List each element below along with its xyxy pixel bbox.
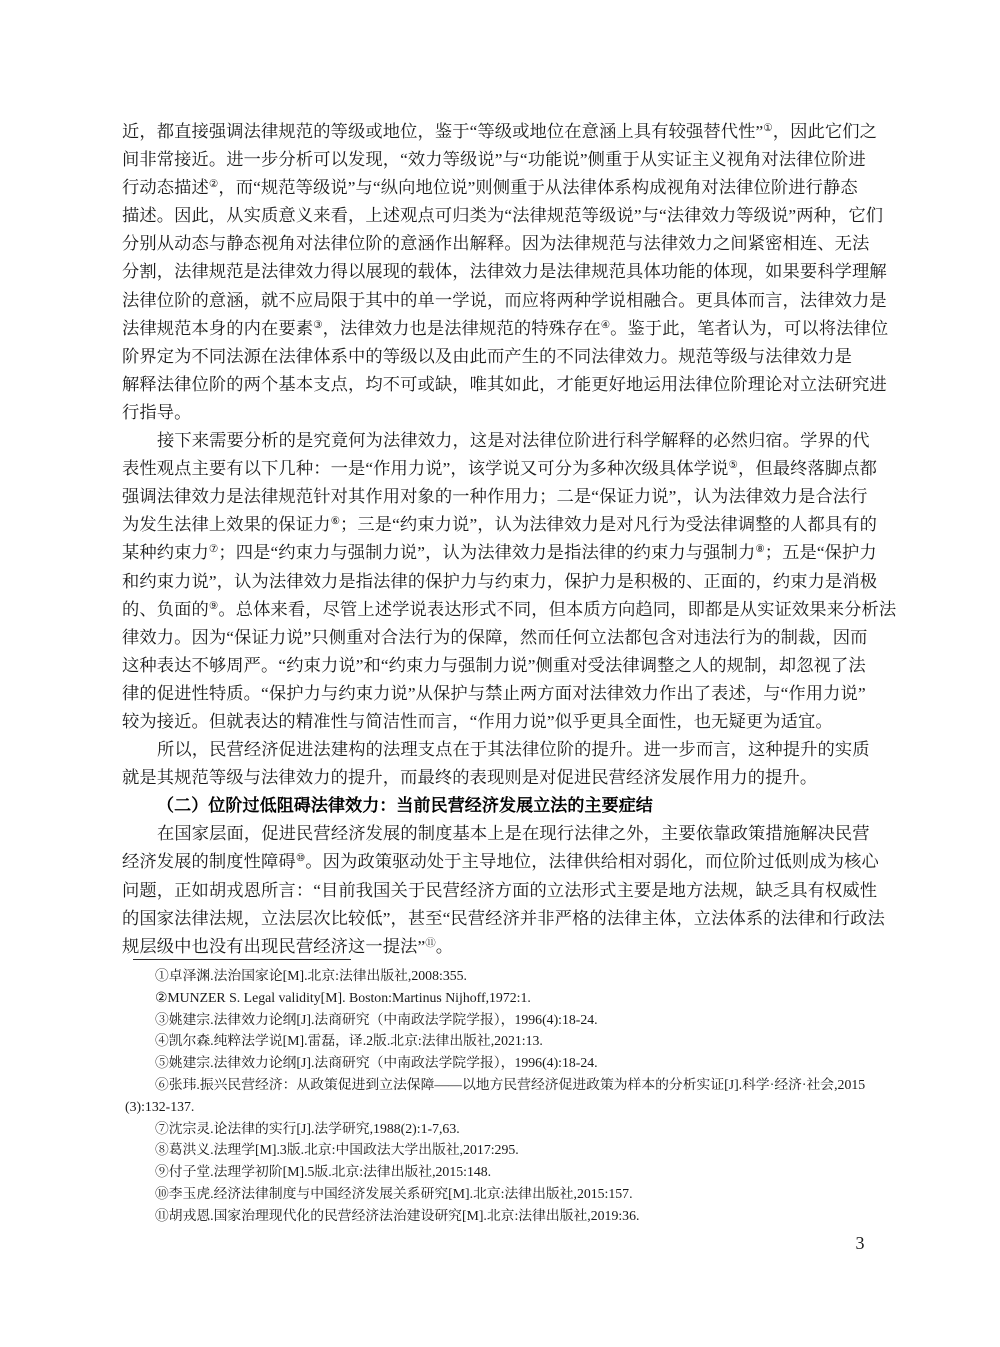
text-line: 在国家层面，促进民营经济发展的制度基本上是在现行法律之外，主要依靠政策措施解决民营 bbox=[157, 824, 870, 844]
text-line: 问题，正如胡戎恩所言：“目前我国关于民营经济方面的立法形式主要是地方法规，缺乏具有权威性 bbox=[122, 880, 878, 900]
text-line: 所以，民营经济促进法建构的法理支点在于其法律位阶的提升。进一步而言，这种提升的实质 bbox=[157, 740, 870, 760]
text-line: 法律规范本身的内在要素③，法律效力也是法律规范的特殊存在④。鉴于此，笔者认为，可以将法律位 bbox=[122, 318, 889, 338]
text-line: 和约束力说”，认为法律效力是指法律的保护力与约束力，保护力是积极的、正面的，约束力是消极 bbox=[122, 571, 878, 591]
footnote-line: ②MUNZER S. Legal validity[M]. Boston:Martinus Nijhoff,1972:1. bbox=[155, 989, 531, 1005]
text-line: 规层级中也没有出现民营经济这一提法”⑪。 bbox=[122, 936, 454, 956]
footnote-line: ⑩李玉虎.经济法律制度与中国经济发展关系研究[M].北京:法律出版社,2015:157. bbox=[155, 1185, 633, 1201]
footnote-ref: ④ bbox=[600, 319, 611, 331]
footnote-line: (3):132-137. bbox=[125, 1098, 195, 1114]
text-line: 分割，法律规范是法律效力得以展现的载体，法律效力是法律规范具体功能的体现，如果要科学理解 bbox=[122, 262, 887, 282]
text-line: 强调法律效力是法律规范针对其作用对象的一种作用力；二是“保证力说”，认为法律效力是合法行 bbox=[122, 487, 868, 507]
footnote-line: ④凯尔森.纯粹法学说[M].雷磊，译.2版.北京:法律出版社,2021:13. bbox=[155, 1033, 543, 1049]
text-line: 较为接近。但就表达的精准性与简洁性而言，“作用力说”似乎更具全面性，也无疑更为适宜。 bbox=[122, 711, 833, 731]
footnote-list bbox=[125, 965, 880, 1227]
text-line: 描述。因此，从实质意义来看，上述观点可归类为“法律规范等级说”与“法律效力等级说”两种，它们 bbox=[122, 206, 884, 226]
footnote-line: ①卓泽渊.法治国家论[M].北京:法律出版社,2008:355. bbox=[155, 968, 467, 983]
text-line: 解释法律位阶的两个基本支点，均不可或缺，唯其如此，才能更好地运用法律位阶理论对立法研究进 bbox=[122, 374, 887, 394]
footnote-ref: ⑥ bbox=[330, 516, 340, 528]
text-line: 法律位阶的意涵，就不应局限于其中的单一学说，而应将两种学说相融合。更具体而言，法律效力是 bbox=[122, 290, 887, 310]
text-line: 行动态描述②，而“规范等级说”与“纵向地位说”则侧重于从法律体系构成视角对法律位阶进行静态 bbox=[122, 178, 858, 198]
footnote-line: ⑤姚建宗.法律效力论纲[J].法商研究（中南政法学院学报），1996(4):18-24. bbox=[155, 1055, 598, 1071]
text-line: 某种约束力⑦；四是“约束力与强制力说”，认为法律效力是指法律的约束力与强制力⑧；五是“保护力 bbox=[122, 543, 877, 563]
footnote-line: ⑨付子堂.法理学初阶[M].5版.北京:法律出版社,2015:148. bbox=[155, 1164, 492, 1180]
footnote-ref: ⑧ bbox=[755, 544, 765, 556]
footnote-ref: ⑤ bbox=[728, 460, 738, 472]
text-line: 间非常接近。进一步分析可以发现，“效力等级说”与“功能说”侧重于从实证主义视角对法律位阶进 bbox=[122, 150, 866, 170]
footnote-separator bbox=[133, 959, 351, 960]
footnote-ref: ① bbox=[763, 123, 773, 134]
text-line: 近，都直接强调法律规范的等级或地位，鉴于“等级或地位在意涵上具有较强替代性”①，因此它们之 bbox=[122, 122, 877, 141]
text-line: 这种表达不够周严。“约束力说”和“约束力与强制力说”侧重对受法律调整之人的规制，却忽视了法 bbox=[122, 655, 866, 675]
footnote-ref: ⑦ bbox=[208, 544, 219, 556]
footnote-line: ⑥张玮.振兴民营经济：从政策促进到立法保障——以地方民营经济促进政策为样本的分析实证[J].科学·经济·社会,2015 bbox=[155, 1076, 866, 1092]
text-line: 接下来需要分析的是究竟何为法律效力，这是对法律位阶进行科学解释的必然归宿。学界的代 bbox=[157, 431, 870, 451]
text-line: 为发生法律上效果的保证力⑥；三是“约束力说”，认为法律效力是对凡行为受法律调整的人都具有的 bbox=[122, 515, 877, 535]
text-line: 的国家法律法规，立法层次比较低”，甚至“民营经济并非严格的法律主体，立法体系的法律和行政法 bbox=[122, 908, 885, 928]
footnote-line: ⑧葛洪义.法理学[M].3版.北京:中国政法大学出版社,2017:295. bbox=[155, 1142, 519, 1158]
text-line: 表性观点主要有以下几种：一是“作用力说”，该学说又可分为多种次级具体学说⑤，但最终落脚点都 bbox=[122, 459, 877, 479]
page-number: 3 bbox=[855, 1233, 865, 1253]
footnote-ref: ② bbox=[208, 179, 219, 191]
footnote-line: ⑦沈宗灵.论法律的实行[J].法学研究,1988(2):1-7,63. bbox=[155, 1120, 460, 1136]
article-body bbox=[122, 118, 897, 961]
section-heading: （二）位阶过低阻碍法律效力：当前民营经济发展立法的主要症结 bbox=[157, 796, 653, 816]
footnote-ref: ⑩ bbox=[295, 853, 306, 865]
text-line: 经济发展的制度性障碍⑩。因为政策驱动处于主导地位，法律供给相对弱化，而位阶过低则成为核心 bbox=[122, 852, 879, 872]
footnote-line: ③姚建宗.法律效力论纲[J].法商研究（中南政法学院学报），1996(4):18-24. bbox=[155, 1011, 598, 1027]
footnote-ref: ⑪ bbox=[425, 937, 436, 949]
footnote-ref: ⑨ bbox=[208, 600, 219, 612]
text-line: 阶界定为不同法源在法律体系中的等级以及由此而产生的不同法律效力。规范等级与法律效力是 bbox=[122, 346, 853, 366]
text-line: 分别从动态与静态视角对法律位阶的意涵作出解释。因为法律规范与法律效力之间紧密相连、无法 bbox=[122, 234, 870, 254]
text-line: 行指导。 bbox=[122, 402, 192, 422]
footnotes-section bbox=[125, 959, 880, 1227]
text-line: 就是其规范等级与法律效力的提升，而最终的表现则是对促进民营经济发展作用力的提升。 bbox=[122, 768, 818, 788]
text-line: 律效力。因为“保证力说”只侧重对合法行为的保障，然而任何立法都包含对违法行为的制裁，因而 bbox=[122, 627, 868, 647]
footnote-ref: ③ bbox=[313, 319, 323, 331]
text-line: 律的促进性特质。“保护力与约束力说”从保护与禁止两方面对法律效力作出了表述，与“作用力说” bbox=[122, 683, 866, 703]
text-line: 的、负面的⑨。总体来看，尽管上述学说表达形式不同，但本质方向趋同，即都是从实证效果来分析法 bbox=[122, 599, 897, 619]
footnote-line: ⑪胡戎恩.国家治理现代化的民营经济法治建设研究[M].北京:法律出版社,2019:36. bbox=[155, 1207, 640, 1223]
